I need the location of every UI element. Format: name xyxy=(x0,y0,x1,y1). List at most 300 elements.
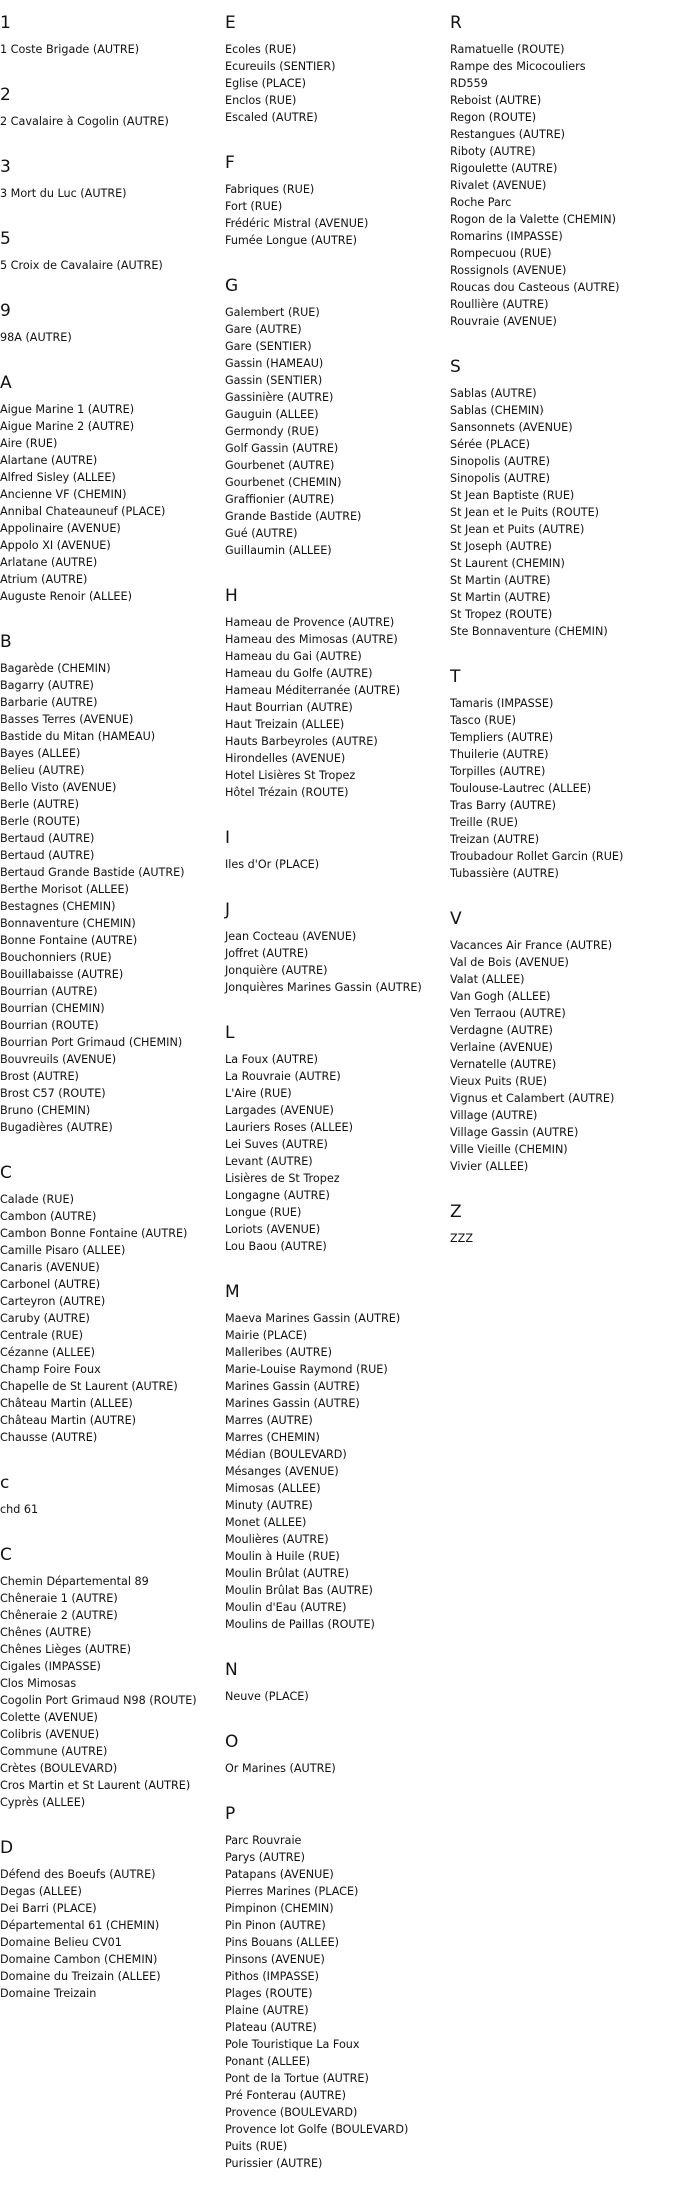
street-item: Germondy (RUE) xyxy=(225,425,319,438)
street-item: Pithos (IMPASSE) xyxy=(225,1970,319,1983)
street-item: Canaris (AVENUE) xyxy=(0,1261,100,1274)
street-item: Sablas (CHEMIN) xyxy=(450,404,544,417)
street-item: Ville Vieille (CHEMIN) xyxy=(450,1143,568,1156)
street-item: Château Martin (ALLEE) xyxy=(0,1397,133,1410)
street-item: Roucas dou Casteous (AUTRE) xyxy=(450,281,620,294)
street-item: Carteyron (AUTRE) xyxy=(0,1295,106,1308)
street-item: L'Aire (RUE) xyxy=(225,1087,292,1100)
section-letter-heading: V xyxy=(450,909,462,929)
section-letter-heading: A xyxy=(0,373,12,393)
street-item: Toulouse-Lautrec (ALLEE) xyxy=(450,782,592,795)
street-item: Monet (ALLEE) xyxy=(225,1516,307,1529)
street-item: Marines Gassin (AUTRE) xyxy=(225,1397,360,1410)
section-letter-heading: E xyxy=(225,13,236,33)
street-item: Moulin à Huile (RUE) xyxy=(225,1550,340,1563)
street-item: Frédéric Mistral (AVENUE) xyxy=(225,217,369,230)
section-letter-heading: 1 xyxy=(0,13,11,33)
street-item: Ancienne VF (CHEMIN) xyxy=(0,488,127,501)
street-item: Fort (RUE) xyxy=(225,200,283,213)
street-item: Gassin (SENTIER) xyxy=(225,374,323,387)
street-item: Cézanne (ALLEE) xyxy=(0,1346,96,1359)
street-item: Tras Barry (AUTRE) xyxy=(450,799,556,812)
street-item: Longue (RUE) xyxy=(225,1206,302,1219)
section-letter-heading: J xyxy=(225,900,231,920)
street-item: Guillaumin (ALLEE) xyxy=(225,544,332,557)
street-item: Bertaud (AUTRE) xyxy=(0,849,95,862)
street-item: Escaled (AUTRE) xyxy=(225,111,318,124)
street-list xyxy=(0,1191,222,1446)
section-letter-heading: 5 xyxy=(0,229,11,249)
street-list xyxy=(0,185,222,202)
street-item: Hameau Méditerranée (AUTRE) xyxy=(225,684,401,697)
street-item: Gourbenet (AUTRE) xyxy=(225,459,335,472)
street-list xyxy=(0,401,222,605)
street-item: Aigue Marine 1 (AUTRE) xyxy=(0,403,135,416)
street-item: Hameau de Provence (AUTRE) xyxy=(225,616,395,629)
street-list xyxy=(225,304,447,559)
street-item: Chausse (AUTRE) xyxy=(0,1431,98,1444)
street-item: Purissier (AUTRE) xyxy=(225,2157,323,2170)
street-item: Chênes Lièges (AUTRE) xyxy=(0,1643,131,1656)
street-item: Sablas (AUTRE) xyxy=(450,387,537,400)
street-item: Jonquières Marines Gassin (AUTRE) xyxy=(225,981,422,994)
street-item: Alfred Sisley (ALLEE) xyxy=(0,471,116,484)
street-item: Tubassière (AUTRE) xyxy=(450,867,559,880)
street-item: Marines Gassin (AUTRE) xyxy=(225,1380,360,1393)
street-item: Neuve (PLACE) xyxy=(225,1690,309,1703)
index-column-2 xyxy=(225,12,447,2198)
street-item: Ramatuelle (ROUTE) xyxy=(450,43,565,56)
street-item: Hirondelles (AVENUE) xyxy=(225,752,346,765)
street-list xyxy=(0,113,222,130)
street-item: Hôtel Trézain (ROUTE) xyxy=(225,786,349,799)
street-item: La Foux (AUTRE) xyxy=(225,1053,319,1066)
street-item: St Martin (AUTRE) xyxy=(450,591,551,604)
index-section-j xyxy=(225,899,447,996)
street-item: Gare (AUTRE) xyxy=(225,323,302,336)
street-item: Bertaud Grande Bastide (AUTRE) xyxy=(0,866,185,879)
street-item: Défend des Boeufs (AUTRE) xyxy=(0,1868,156,1881)
street-list xyxy=(0,1866,222,2002)
street-item: Belieu (AUTRE) xyxy=(0,764,85,777)
street-item: Tamaris (IMPASSE) xyxy=(450,697,554,710)
index-section-c xyxy=(0,1472,222,1518)
street-list xyxy=(225,1832,447,2172)
street-item: Village Gassin (AUTRE) xyxy=(450,1126,579,1139)
street-item: Riboty (AUTRE) xyxy=(450,145,536,158)
section-letter-heading: P xyxy=(225,1804,236,1824)
street-item: Haut Treizain (ALLEE) xyxy=(225,718,345,731)
street-item: Village (AUTRE) xyxy=(450,1109,538,1122)
street-item: Hameau du Golfe (AUTRE) xyxy=(225,667,373,680)
street-list xyxy=(225,1051,447,1255)
street-item: Domaine du Treizain (ALLEE) xyxy=(0,1970,161,1983)
street-item: Verdagne (AUTRE) xyxy=(450,1024,553,1037)
street-item: Ecoles (RUE) xyxy=(225,43,297,56)
street-item: Berle (AUTRE) xyxy=(0,798,79,811)
street-item: Plateau (AUTRE) xyxy=(225,2021,317,2034)
street-item: Auguste Renoir (ALLEE) xyxy=(0,590,132,603)
street-item: Bello Visto (AVENUE) xyxy=(0,781,117,794)
street-list xyxy=(450,1230,672,1247)
street-item: Marie-Louise Raymond (RUE) xyxy=(225,1363,388,1376)
index-section-a xyxy=(0,372,222,605)
street-item: Bonne Fontaine (AUTRE) xyxy=(0,934,138,947)
street-item: Mairie (PLACE) xyxy=(225,1329,308,1342)
street-item: Gourbenet (CHEMIN) xyxy=(225,476,342,489)
street-item: Rigoulette (AUTRE) xyxy=(450,162,558,175)
section-letter-heading: T xyxy=(450,667,461,687)
street-item: Bourrian (ROUTE) xyxy=(0,1019,99,1032)
street-item: St Martin (AUTRE) xyxy=(450,574,551,587)
street-item: Pré Fonterau (AUTRE) xyxy=(225,2089,346,2102)
section-letter-heading: Z xyxy=(450,1202,462,1222)
street-item: Gué (AUTRE) xyxy=(225,527,298,540)
street-item: St Tropez (ROUTE) xyxy=(450,608,553,621)
street-item: Bastide du Mitan (HAMEAU) xyxy=(0,730,156,743)
street-item: Cigales (IMPASSE) xyxy=(0,1660,101,1673)
street-item: Fumée Longue (AUTRE) xyxy=(225,234,357,247)
index-section-9 xyxy=(0,300,222,346)
street-item: Enclos (RUE) xyxy=(225,94,297,107)
street-item: Pins Bouans (ALLEE) xyxy=(225,1936,340,1949)
street-item: Calade (RUE) xyxy=(0,1193,74,1206)
street-item: Chêneraie 2 (AUTRE) xyxy=(0,1609,118,1622)
street-list xyxy=(0,1573,222,1811)
section-letter-heading: N xyxy=(225,1660,238,1680)
street-item: Parc Rouvraie xyxy=(225,1834,302,1847)
section-letter-heading: F xyxy=(225,153,235,173)
street-item: Sinopolis (AUTRE) xyxy=(450,455,550,468)
street-list xyxy=(450,41,672,330)
index-section-d xyxy=(0,1837,222,2002)
street-list xyxy=(225,856,447,873)
street-item: Puits (RUE) xyxy=(225,2140,288,2153)
index-section-2 xyxy=(0,84,222,130)
section-letter-heading: L xyxy=(225,1023,235,1043)
street-item: Bestagnes (CHEMIN) xyxy=(0,900,116,913)
street-item: Valat (ALLEE) xyxy=(450,973,525,986)
street-item: Treizan (AUTRE) xyxy=(450,833,540,846)
street-item: Brost C57 (ROUTE) xyxy=(0,1087,106,1100)
street-item: Basses Terres (AVENUE) xyxy=(0,713,134,726)
index-section-5 xyxy=(0,228,222,274)
street-item: Bouchonniers (RUE) xyxy=(0,951,112,964)
street-item: Thuilerie (AUTRE) xyxy=(450,748,549,761)
index-section-v xyxy=(450,908,672,1175)
street-item: Dei Barri (PLACE) xyxy=(0,1902,97,1915)
index-section-c xyxy=(0,1162,222,1446)
street-item: Berle (ROUTE) xyxy=(0,815,81,828)
street-item: Reboist (AUTRE) xyxy=(450,94,542,107)
street-item: Gare (SENTIER) xyxy=(225,340,312,353)
street-item: Moulin Brûlat (AUTRE) xyxy=(225,1567,349,1580)
street-item: Gauguin (ALLEE) xyxy=(225,408,319,421)
street-item: Hotel Lisières St Tropez xyxy=(225,769,356,782)
street-item: Barbarie (AUTRE) xyxy=(0,696,98,709)
street-item: Rivalet (AVENUE) xyxy=(450,179,547,192)
street-item: Pole Touristique La Foux xyxy=(225,2038,360,2051)
street-item: Ecureuils (SENTIER) xyxy=(225,60,336,73)
street-item: Marres (CHEMIN) xyxy=(225,1431,320,1444)
street-item: Bourrian (AUTRE) xyxy=(0,985,98,998)
street-item: Haut Bourrian (AUTRE) xyxy=(225,701,353,714)
street-item: Départemental 61 (CHEMIN) xyxy=(0,1919,160,1932)
section-letter-heading: G xyxy=(225,276,239,296)
street-item: Brost (AUTRE) xyxy=(0,1070,79,1083)
street-item: Chapelle de St Laurent (AUTRE) xyxy=(0,1380,178,1393)
street-item: Ponant (ALLEE) xyxy=(225,2055,311,2068)
street-list xyxy=(0,660,222,1136)
street-item: Cros Martin et St Laurent (AUTRE) xyxy=(0,1779,191,1792)
street-item: Parys (AUTRE) xyxy=(225,1851,305,1864)
street-item: Bagarry (AUTRE) xyxy=(0,679,94,692)
street-item: Arlatane (AUTRE) xyxy=(0,556,98,569)
street-item: Alartane (AUTRE) xyxy=(0,454,98,467)
street-item: Golf Gassin (AUTRE) xyxy=(225,442,339,455)
street-item: Moulin d'Eau (AUTRE) xyxy=(225,1601,347,1614)
section-letter-heading: 9 xyxy=(0,301,11,321)
street-item: Ste Bonnaventure (CHEMIN) xyxy=(450,625,608,638)
street-item: St Laurent (CHEMIN) xyxy=(450,557,565,570)
street-item: Maeva Marines Gassin (AUTRE) xyxy=(225,1312,401,1325)
street-item: Eglise (PLACE) xyxy=(225,77,306,90)
street-item: Pin Pinon (AUTRE) xyxy=(225,1919,326,1932)
section-letter-heading: c xyxy=(0,1473,10,1493)
street-item: Plaine (AUTRE) xyxy=(225,2004,309,2017)
street-item: 98A (AUTRE) xyxy=(0,331,72,344)
street-item: Gassin (HAMEAU) xyxy=(225,357,324,370)
street-item: Torpilles (AUTRE) xyxy=(450,765,546,778)
street-item: Roche Parc xyxy=(450,196,512,209)
street-item: Graffionier (AUTRE) xyxy=(225,493,335,506)
street-item: Provence (BOULEVARD) xyxy=(225,2106,358,2119)
street-list xyxy=(0,329,222,346)
index-section-i xyxy=(225,827,447,873)
street-item: Vignus et Calambert (AUTRE) xyxy=(450,1092,615,1105)
street-list xyxy=(0,1501,222,1518)
index-section-p xyxy=(225,1803,447,2172)
street-item: Bugadières (AUTRE) xyxy=(0,1121,113,1134)
street-item: Chêneraie 1 (AUTRE) xyxy=(0,1592,118,1605)
index-section-z xyxy=(450,1201,672,1247)
street-item: Minuty (AUTRE) xyxy=(225,1499,313,1512)
street-item: Hameau des Mimosas (AUTRE) xyxy=(225,633,398,646)
street-item: Domaine Treizain xyxy=(0,1987,97,2000)
street-item: St Jean et le Puits (ROUTE) xyxy=(450,506,600,519)
street-item: Jean Cocteau (AVENUE) xyxy=(225,930,357,943)
street-item: Carbonel (AUTRE) xyxy=(0,1278,101,1291)
index-section-o xyxy=(225,1731,447,1777)
street-item: St Jean Baptiste (RUE) xyxy=(450,489,575,502)
street-item: Pierres Marines (PLACE) xyxy=(225,1885,359,1898)
street-item: Vacances Air France (AUTRE) xyxy=(450,939,613,952)
street-item: Templiers (AUTRE) xyxy=(450,731,554,744)
street-item: Champ Foire Foux xyxy=(0,1363,101,1376)
street-item: Ven Terraou (AUTRE) xyxy=(450,1007,566,1020)
street-list xyxy=(450,695,672,882)
street-list xyxy=(225,181,447,249)
street-item: Domaine Belieu CV01 xyxy=(0,1936,122,1949)
index-section-b xyxy=(0,631,222,1136)
street-list xyxy=(225,614,447,801)
street-item: Vieux Puits (RUE) xyxy=(450,1075,547,1088)
section-letter-heading: R xyxy=(450,13,462,33)
street-item: Chênes (AUTRE) xyxy=(0,1626,92,1639)
index-section-h xyxy=(225,585,447,801)
street-list xyxy=(0,41,222,58)
section-letter-heading: C xyxy=(0,1545,12,1565)
index-column-1 xyxy=(0,12,222,2028)
street-item: Marres (AUTRE) xyxy=(225,1414,313,1427)
street-item: Rampe des Micocouliers xyxy=(450,60,586,73)
street-item: Bouillabaisse (AUTRE) xyxy=(0,968,124,981)
street-item: Mimosas (ALLEE) xyxy=(225,1482,321,1495)
street-item: Bagarède (CHEMIN) xyxy=(0,662,111,675)
street-item: chd 61 xyxy=(0,1503,39,1516)
street-item: Degas (ALLEE) xyxy=(0,1885,82,1898)
street-list xyxy=(450,937,672,1175)
street-item: Lou Baou (AUTRE) xyxy=(225,1240,327,1253)
index-section-n xyxy=(225,1659,447,1705)
street-item: Camille Pisaro (ALLEE) xyxy=(0,1244,126,1257)
street-item: Troubadour Rollet Garcin (RUE) xyxy=(450,850,624,863)
street-item: Moulin Brûlat Bas (AUTRE) xyxy=(225,1584,373,1597)
street-item: St Jean et Puits (AUTRE) xyxy=(450,523,585,536)
street-item: Mésanges (AVENUE) xyxy=(225,1465,339,1478)
index-column-3 xyxy=(450,12,672,1273)
street-item: Pimpinon (CHEMIN) xyxy=(225,1902,334,1915)
index-section-e xyxy=(225,12,447,126)
street-item: Val de Bois (AVENUE) xyxy=(450,956,569,969)
street-item: Regon (ROUTE) xyxy=(450,111,537,124)
street-item: Galembert (RUE) xyxy=(225,306,320,319)
street-item: St Joseph (AUTRE) xyxy=(450,540,552,553)
street-item: Colibris (AVENUE) xyxy=(0,1728,100,1741)
street-item: Grande Bastide (AUTRE) xyxy=(225,510,362,523)
street-item: Or Marines (AUTRE) xyxy=(225,1762,336,1775)
index-section-c xyxy=(0,1544,222,1811)
index-section-t xyxy=(450,666,672,882)
street-item: Bonnaventure (CHEMIN) xyxy=(0,917,136,930)
street-item: Pont de la Tortue (AUTRE) xyxy=(225,2072,369,2085)
street-item: Vernatelle (AUTRE) xyxy=(450,1058,557,1071)
street-item: Aigue Marine 2 (AUTRE) xyxy=(0,420,135,433)
street-item: RD559 xyxy=(450,77,488,90)
street-item: Sansonnets (AVENUE) xyxy=(450,421,573,434)
street-item: Vivier (ALLEE) xyxy=(450,1160,529,1173)
index-section-r xyxy=(450,12,672,330)
street-item: Longagne (AUTRE) xyxy=(225,1189,330,1202)
street-item: Atrium (AUTRE) xyxy=(0,573,88,586)
street-item: Bruno (CHEMIN) xyxy=(0,1104,91,1117)
street-item: Fabriques (RUE) xyxy=(225,183,315,196)
section-letter-heading: 3 xyxy=(0,157,11,177)
street-item: Lei Suves (AUTRE) xyxy=(225,1138,328,1151)
section-letter-heading: C xyxy=(0,1163,12,1183)
index-section-l xyxy=(225,1022,447,1255)
street-item: Rogon de la Valette (CHEMIN) xyxy=(450,213,616,226)
section-letter-heading: 2 xyxy=(0,85,11,105)
street-item: Bayes (ALLEE) xyxy=(0,747,81,760)
index-section-3 xyxy=(0,156,222,202)
street-item: Rompecuou (RUE) xyxy=(450,247,552,260)
index-section-g xyxy=(225,275,447,559)
street-item: Médian (BOULEVARD) xyxy=(225,1448,347,1461)
section-letter-heading: S xyxy=(450,357,461,377)
street-item: Sinopolis (AUTRE) xyxy=(450,472,550,485)
street-item: Roullière (AUTRE) xyxy=(450,298,549,311)
street-item: Tasco (RUE) xyxy=(450,714,516,727)
street-item: Cambon (AUTRE) xyxy=(0,1210,97,1223)
street-item: Levant (AUTRE) xyxy=(225,1155,313,1168)
street-item: Commune (AUTRE) xyxy=(0,1745,108,1758)
street-item: Centrale (RUE) xyxy=(0,1329,83,1342)
street-list xyxy=(0,257,222,274)
street-item: Iles d'Or (PLACE) xyxy=(225,858,320,871)
street-item: Provence lot Golfe (BOULEVARD) xyxy=(225,2123,409,2136)
street-list xyxy=(225,41,447,126)
street-list xyxy=(225,1760,447,1777)
street-list xyxy=(225,1688,447,1705)
street-list xyxy=(450,385,672,640)
street-item: Restangues (AUTRE) xyxy=(450,128,566,141)
street-item: La Rouvraie (AUTRE) xyxy=(225,1070,341,1083)
street-item: Bertaud (AUTRE) xyxy=(0,832,95,845)
street-item: Pinsons (AVENUE) xyxy=(225,1953,325,1966)
street-item: Lisières de St Tropez xyxy=(225,1172,340,1185)
section-letter-heading: M xyxy=(225,1282,240,1302)
section-letter-heading: I xyxy=(225,828,231,848)
index-section-1 xyxy=(0,12,222,58)
street-item: Hameau du Gai (AUTRE) xyxy=(225,650,362,663)
section-letter-heading: H xyxy=(225,586,238,606)
street-item: Appolinaire (AVENUE) xyxy=(0,522,121,535)
street-item: Malleribes (AUTRE) xyxy=(225,1346,332,1359)
street-item: Lauriers Roses (ALLEE) xyxy=(225,1121,353,1134)
street-item: Romarins (IMPASSE) xyxy=(450,230,563,243)
section-letter-heading: B xyxy=(0,632,12,652)
street-item: 2 Cavalaire à Cogolin (AUTRE) xyxy=(0,115,169,128)
street-item: Bourrian (CHEMIN) xyxy=(0,1002,105,1015)
street-item: Moulins de Paillas (ROUTE) xyxy=(225,1618,375,1631)
street-item: 1 Coste Brigade (AUTRE) xyxy=(0,43,140,56)
street-item: 5 Croix de Cavalaire (AUTRE) xyxy=(0,259,163,272)
street-item: Patapans (AVENUE) xyxy=(225,1868,334,1881)
street-item: Van Gogh (ALLEE) xyxy=(450,990,551,1003)
street-item: Aire (RUE) xyxy=(0,437,58,450)
street-item: Verlaine (AVENUE) xyxy=(450,1041,553,1054)
street-item: Jonquière (AUTRE) xyxy=(225,964,328,977)
street-item: Caruby (AUTRE) xyxy=(0,1312,90,1325)
street-item: Berthe Morisot (ALLEE) xyxy=(0,883,129,896)
index-section-m xyxy=(225,1281,447,1633)
street-item: ZZZ xyxy=(450,1232,473,1245)
street-item: Cogolin Port Grimaud N98 (ROUTE) xyxy=(0,1694,197,1707)
street-item: Largades (AVENUE) xyxy=(225,1104,334,1117)
street-item: Domaine Cambon (CHEMIN) xyxy=(0,1953,158,1966)
street-item: Cambon Bonne Fontaine (AUTRE) xyxy=(0,1227,188,1240)
section-letter-heading: O xyxy=(225,1732,239,1752)
street-item: Cyprès (ALLEE) xyxy=(0,1796,86,1809)
street-item: Annibal Chateauneuf (PLACE) xyxy=(0,505,166,518)
street-item: Sérée (PLACE) xyxy=(450,438,530,451)
street-item: Plages (ROUTE) xyxy=(225,1987,313,2000)
street-item: Gassinière (AUTRE) xyxy=(225,391,334,404)
street-item: Bourrian Port Grimaud (CHEMIN) xyxy=(0,1036,183,1049)
street-list xyxy=(225,1310,447,1633)
street-item: Moulières (AUTRE) xyxy=(225,1533,329,1546)
